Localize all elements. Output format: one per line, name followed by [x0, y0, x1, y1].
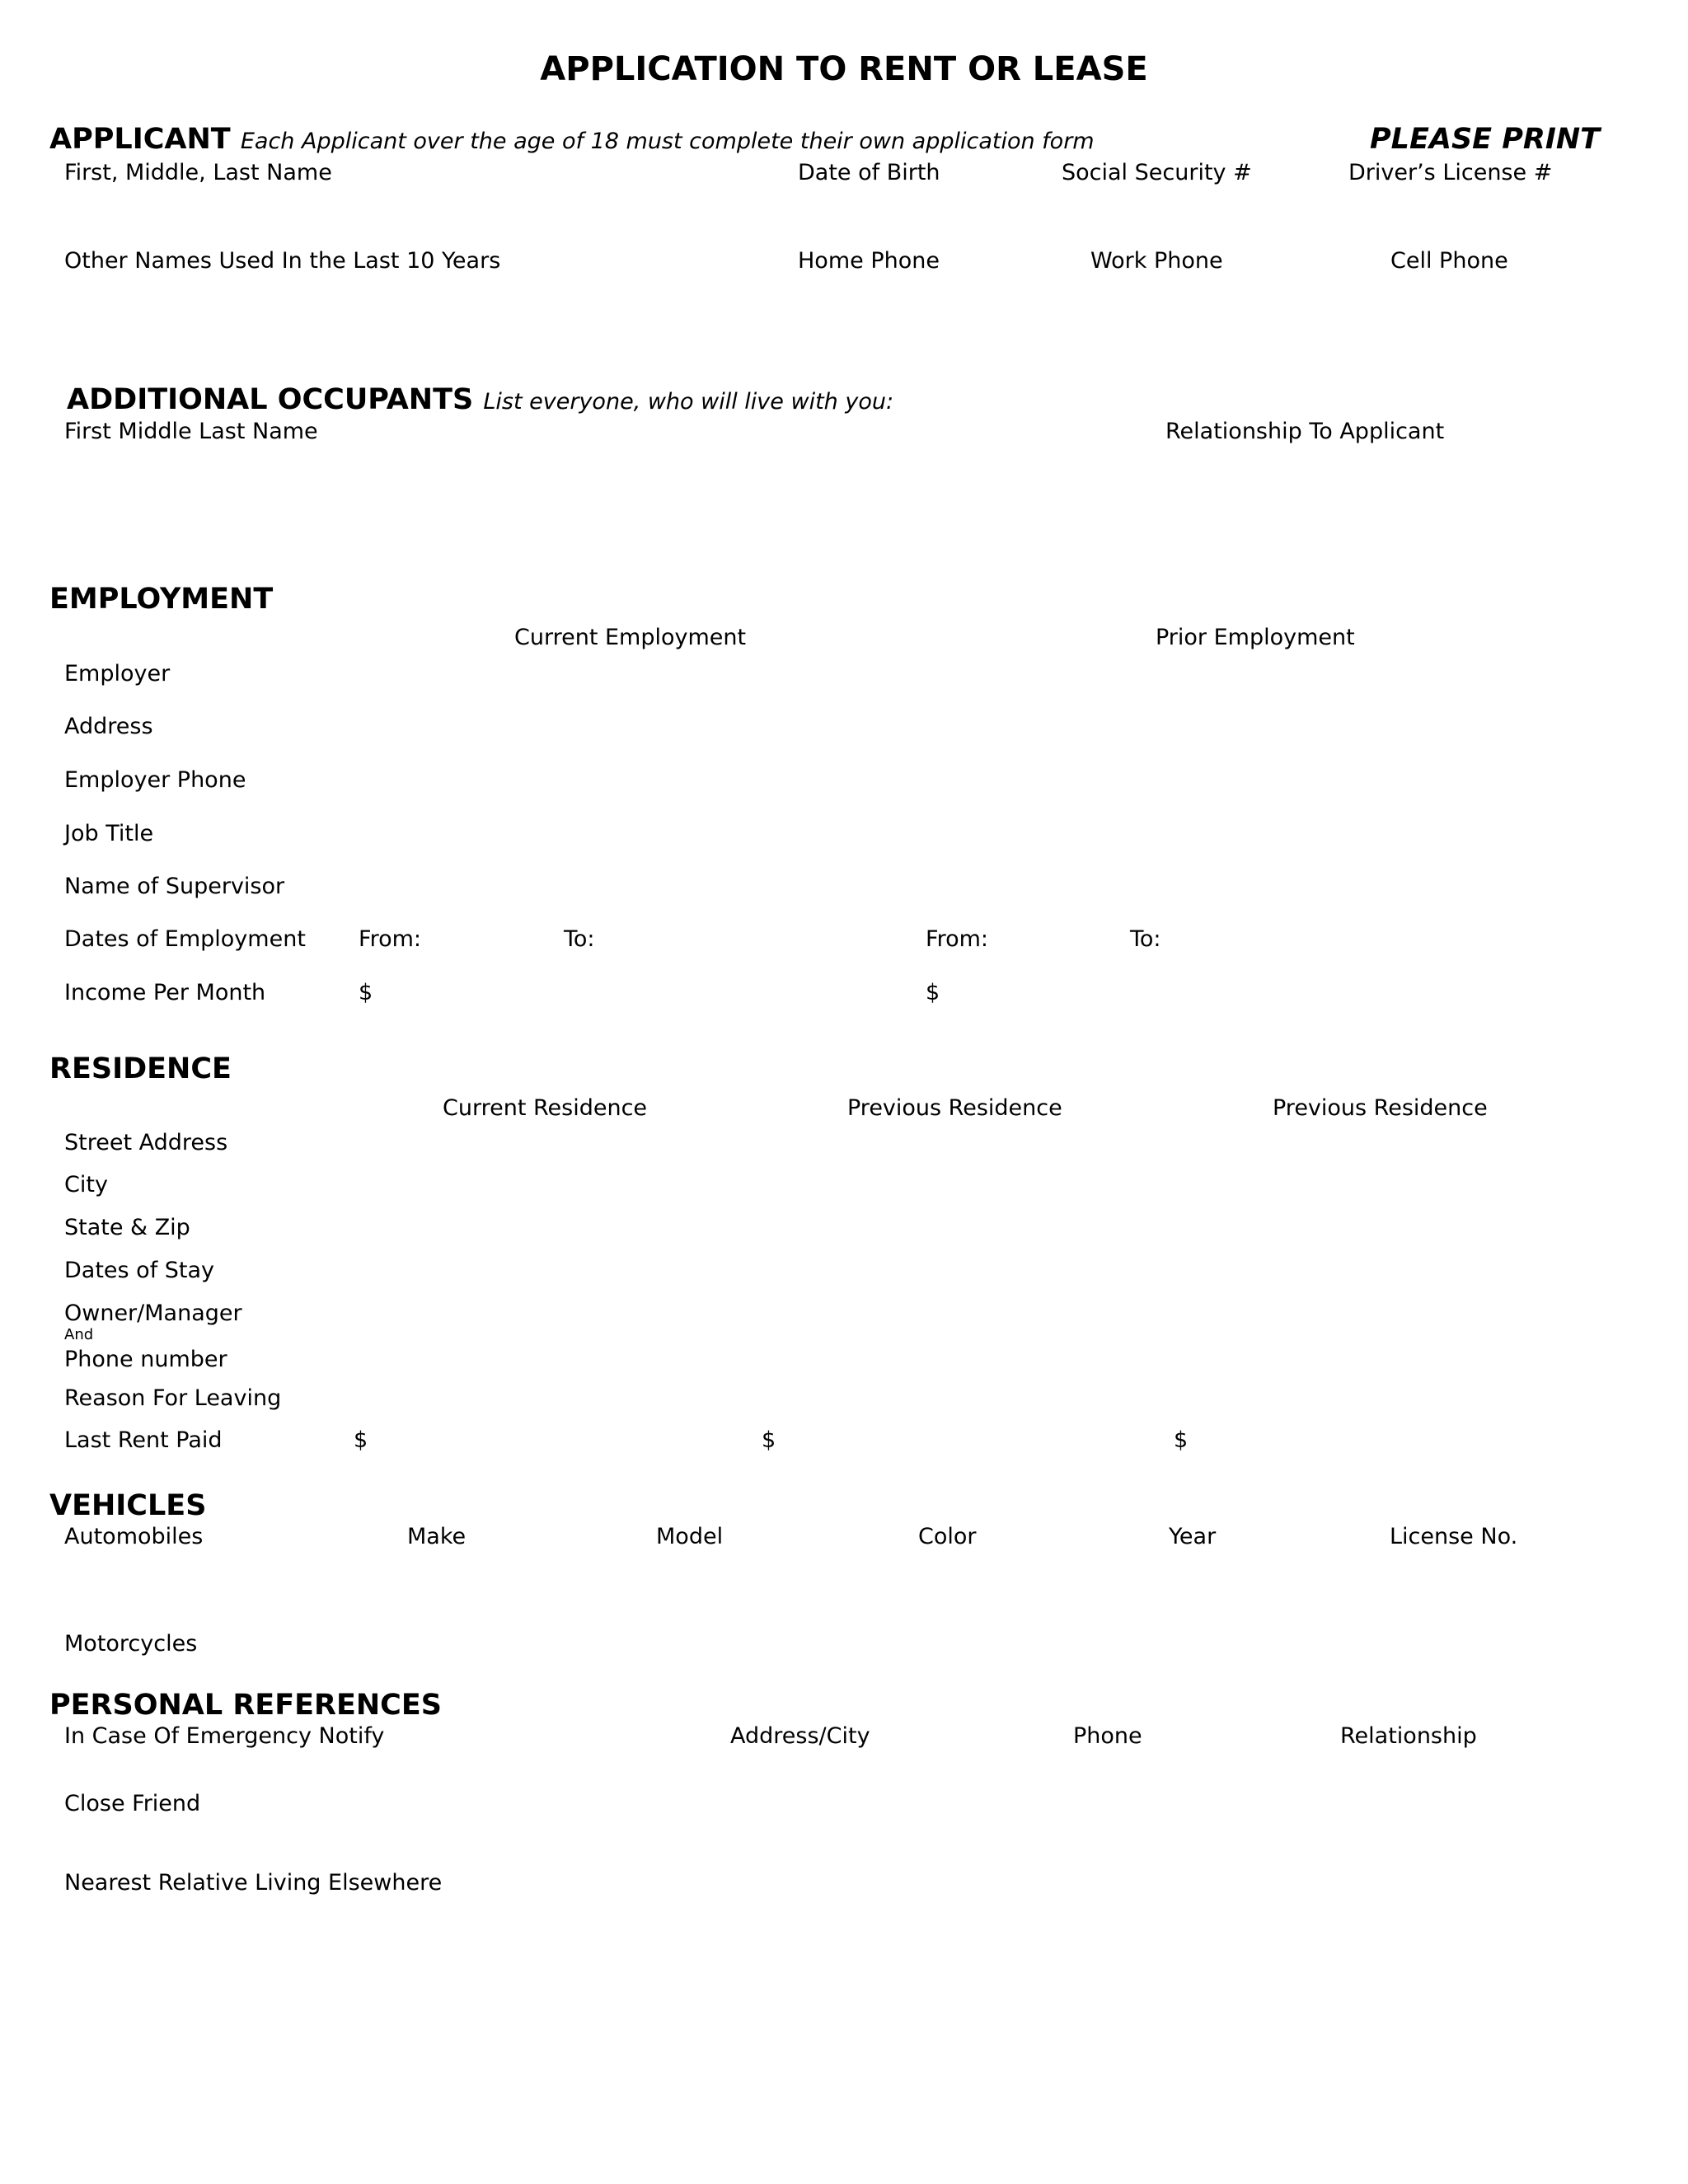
- applicant-note: Each Applicant over the age of 18 must complete their own application form: [240, 129, 1095, 154]
- label-employer-phone: Employer Phone: [64, 767, 246, 793]
- label-prior-employment: Prior Employment: [1156, 625, 1355, 650]
- label-model: Model: [656, 1524, 724, 1549]
- vehicles-heading: VEHICLES: [49, 1489, 207, 1522]
- label-dates-of-stay: Dates of Stay: [64, 1258, 215, 1283]
- applicant-section: [49, 125, 1095, 154]
- label-employer: Employer: [64, 661, 171, 687]
- label-prior-to: To:: [1130, 926, 1161, 952]
- label-home-phone: Home Phone: [798, 248, 940, 274]
- label-social-security: Social Security #: [1062, 160, 1252, 185]
- occupants-heading: ADDITIONAL OCCUPANTS: [67, 383, 474, 416]
- applicant-heading: APPLICANT: [49, 123, 231, 156]
- occupants-section: [67, 383, 894, 416]
- label-income-per-month: Income Per Month: [64, 980, 266, 1005]
- prior-income-currency: $: [926, 980, 940, 1005]
- label-and: And: [64, 1326, 94, 1343]
- label-state-zip: State & Zip: [64, 1215, 190, 1240]
- label-nearest-relative: Nearest Relative Living Elsewhere: [64, 1870, 443, 1896]
- label-make: Make: [407, 1524, 467, 1549]
- label-reason-for-leaving: Reason For Leaving: [64, 1385, 282, 1411]
- label-motorcycles: Motorcycles: [64, 1631, 198, 1657]
- employment-heading: EMPLOYMENT: [49, 583, 274, 616]
- label-previous-residence-2: Previous Residence: [1273, 1095, 1488, 1121]
- label-work-phone: Work Phone: [1090, 248, 1223, 274]
- current-income-currency: $: [359, 980, 373, 1005]
- label-current-from: From:: [359, 926, 421, 952]
- label-emergency-notify: In Case Of Emergency Notify: [64, 1723, 385, 1749]
- label-last-rent-paid: Last Rent Paid: [64, 1427, 223, 1453]
- residence-heading: RESIDENCE: [49, 1052, 232, 1085]
- label-reference-relationship: Relationship: [1340, 1723, 1477, 1749]
- label-full-name: First, Middle, Last Name: [64, 160, 332, 185]
- label-previous-residence-1: Previous Residence: [847, 1095, 1062, 1121]
- label-current-residence: Current Residence: [443, 1095, 648, 1121]
- label-owner-manager: Owner/Manager: [64, 1301, 242, 1326]
- label-dates-of-employment: Dates of Employment: [64, 926, 306, 952]
- label-year: Year: [1169, 1524, 1217, 1549]
- label-reference-phone: Phone: [1073, 1723, 1142, 1749]
- current-rent-currency: $: [354, 1427, 368, 1453]
- references-heading: PERSONAL REFERENCES: [49, 1689, 442, 1722]
- label-prior-from: From:: [926, 926, 988, 952]
- label-license-no: License No.: [1390, 1524, 1518, 1549]
- previous-rent-currency-1: $: [762, 1427, 776, 1453]
- label-automobiles: Automobiles: [64, 1524, 204, 1549]
- page-title: APPLICATION TO RENT OR LEASE: [540, 50, 1148, 88]
- label-address-city: Address/City: [730, 1723, 870, 1749]
- label-employer-address: Address: [64, 714, 153, 739]
- label-close-friend: Close Friend: [64, 1791, 201, 1816]
- label-phone-number: Phone number: [64, 1347, 227, 1372]
- label-street-address: Street Address: [64, 1130, 228, 1155]
- label-occupant-name: First Middle Last Name: [64, 419, 318, 444]
- label-current-employment: Current Employment: [514, 625, 747, 650]
- label-city: City: [64, 1172, 108, 1197]
- label-occupant-relationship: Relationship To Applicant: [1165, 419, 1445, 444]
- label-other-names: Other Names Used In the Last 10 Years: [64, 248, 501, 274]
- occupants-note: List everyone, who will live with you:: [483, 389, 894, 415]
- label-job-title: Job Title: [64, 821, 154, 846]
- label-supervisor: Name of Supervisor: [64, 874, 285, 899]
- label-cell-phone: Cell Phone: [1390, 248, 1508, 274]
- label-drivers-license: Driver’s License #: [1348, 160, 1553, 185]
- label-current-to: To:: [564, 926, 595, 952]
- please-print-notice: PLEASE PRINT: [1370, 123, 1601, 156]
- previous-rent-currency-2: $: [1174, 1427, 1189, 1453]
- label-color: Color: [918, 1524, 977, 1549]
- label-date-of-birth: Date of Birth: [798, 160, 940, 185]
